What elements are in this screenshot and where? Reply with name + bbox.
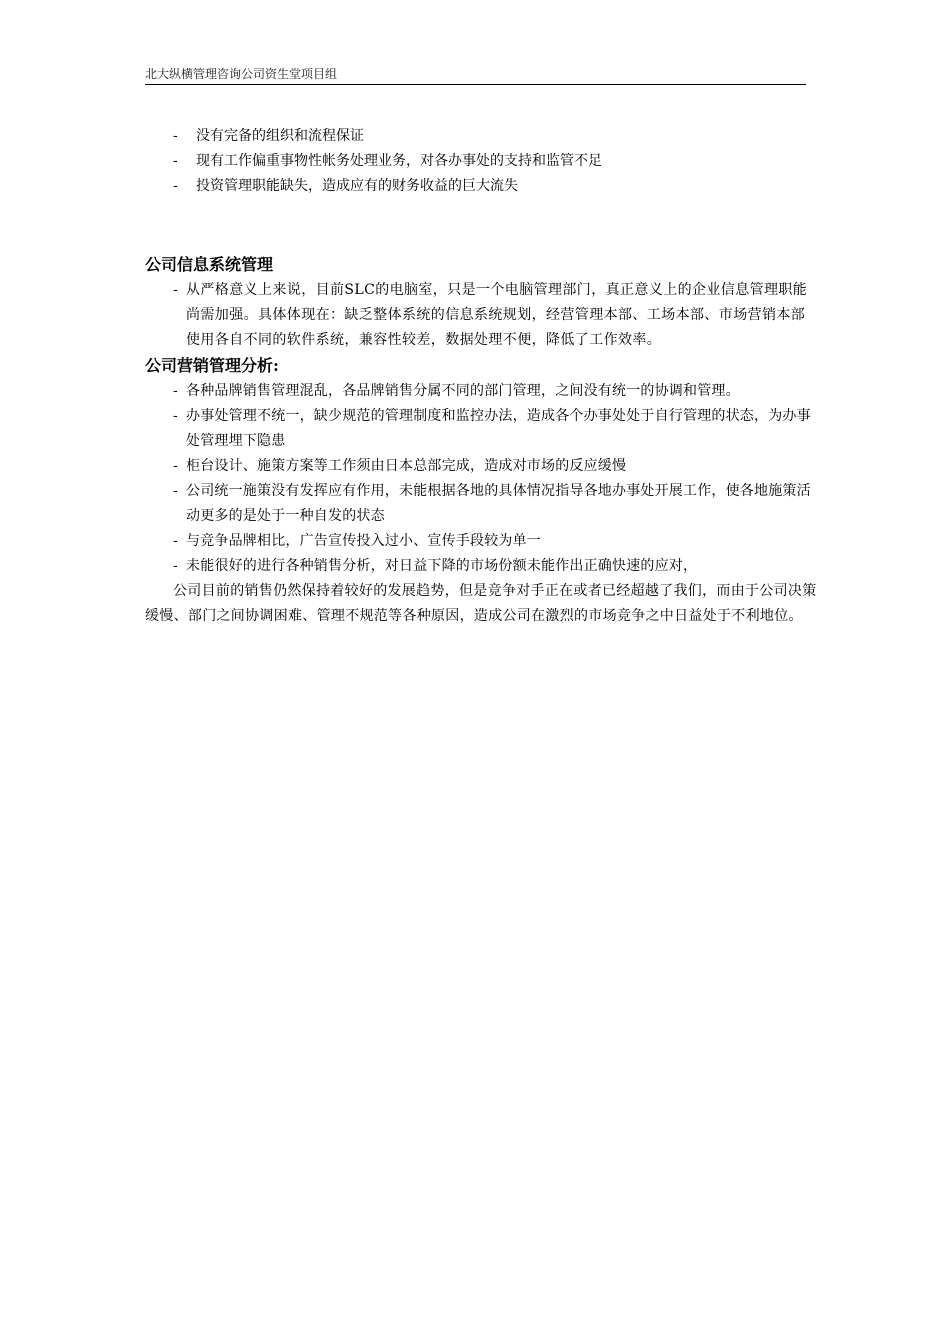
- header-title: 北大纵横管理咨询公司资生堂项目组: [145, 67, 338, 81]
- list-item: [145, 529, 817, 554]
- list-item: [145, 174, 817, 199]
- list-item-text: 与竞争品牌相比，广告宣传投入过小、宣传手段较为单一: [186, 533, 541, 549]
- list-item: [145, 149, 817, 174]
- list-item: [145, 379, 817, 404]
- document-body: [145, 124, 817, 629]
- list-item: [145, 124, 817, 149]
- bullet-dash: -: [173, 178, 178, 194]
- list-item-text: 从严格意义上来说，目前SLC的电脑室，只是一个电脑管理部门，真正意义上的企业信息管理职能尚需加强。具体体现在：缺乏整体系统的信息系统规划，经营管理本部、工场本部、市场营销本部使用各自不同的软件系统，兼容性较差，数据处理不便，降低了工作效率。: [186, 282, 808, 348]
- marketing-section-heading: 公司营销管理分析:: [145, 356, 279, 375]
- bullet-dash: -: [173, 383, 178, 399]
- bullet-dash: -: [173, 153, 178, 169]
- list-item: [145, 554, 817, 579]
- bullet-dash: -: [173, 558, 178, 574]
- list-item: [145, 404, 817, 454]
- bullet-dash: -: [173, 458, 178, 474]
- summary-paragraph: 公司目前的销售仍然保持着较好的发展趋势，但是竞争对手正在或者已经超越了我们，而由于公司决策缓慢、部门之间协调困难、管理不规范等各种原因，造成公司在激烈的市场竞争之中日益处于不利地位。: [145, 583, 817, 624]
- list-item: [145, 479, 817, 529]
- list-item: [145, 454, 817, 479]
- list-item: [145, 278, 817, 353]
- it-section-list: [145, 278, 817, 353]
- list-item-text: 各种品牌销售管理混乱，各品牌销售分属不同的部门管理，之间没有统一的协调和管理。: [186, 383, 740, 399]
- bullet-dash: -: [173, 408, 178, 424]
- it-section-heading: 公司信息系统管理: [145, 255, 274, 274]
- list-item-text: 投资管理职能缺失，造成应有的财务收益的巨大流失: [196, 178, 518, 194]
- marketing-section-list: [145, 379, 817, 579]
- bullet-dash: -: [173, 533, 178, 549]
- management-issues-list: [145, 124, 817, 199]
- list-item-text: 没有完备的组织和流程保证: [196, 128, 364, 144]
- bullet-dash: -: [173, 282, 179, 298]
- list-item-text: 公司统一施策没有发挥应有作用，未能根据各地的具体情况指导各地办事处开展工作，使各地施策活动更多的是处于一种自发的状态: [186, 483, 811, 524]
- bullet-dash: -: [173, 483, 178, 499]
- list-item-text: 办事处管理不统一，缺少规范的管理制度和监控办法，造成各个办事处处于自行管理的状态，为办事处管理埋下隐患: [186, 408, 811, 449]
- page-header: [145, 66, 806, 85]
- list-item-text: 现有工作偏重事物性帐务处理业务，对各办事处的支持和监管不足: [196, 153, 602, 169]
- list-item-text: 未能很好的进行各种销售分析，对日益下降的市场份额未能作出正确快速的应对，: [186, 558, 698, 574]
- bullet-dash: -: [173, 128, 178, 144]
- list-item-text: 柜台设计、施策方案等工作须由日本总部完成，造成对市场的反应缓慢: [186, 458, 627, 474]
